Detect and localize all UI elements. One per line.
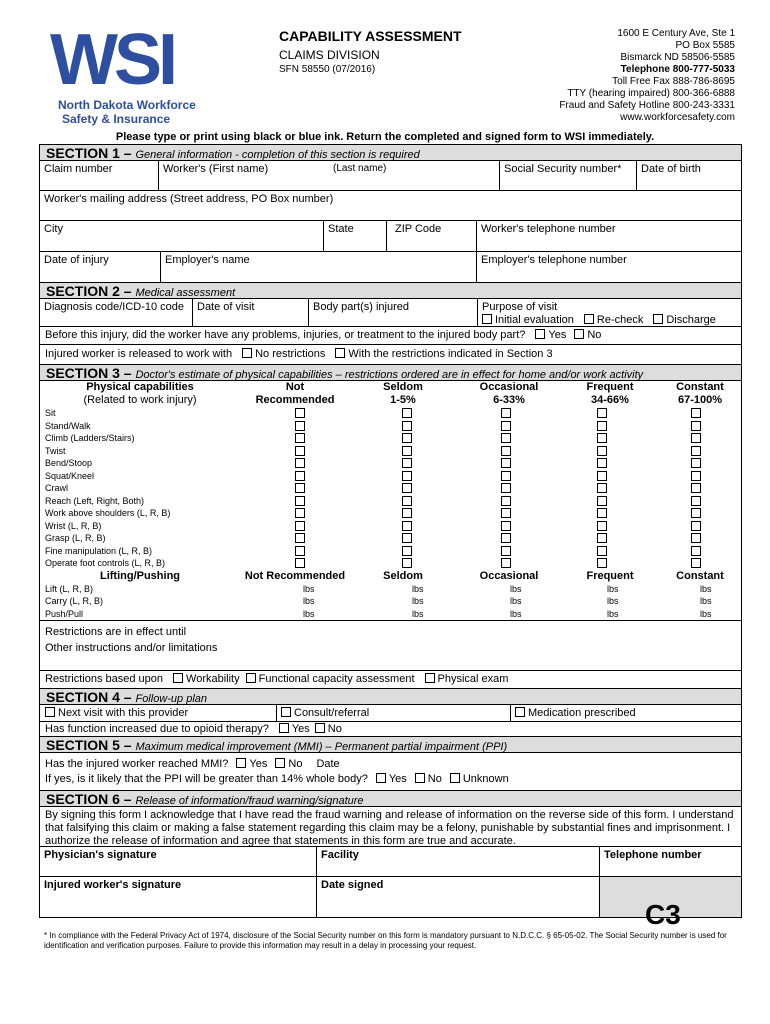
col-const xyxy=(658,381,742,407)
lbs-field[interactable]: lbs xyxy=(510,608,522,619)
label: Seldom xyxy=(383,381,423,393)
label: No xyxy=(327,723,342,735)
worker-phone-field[interactable] xyxy=(476,221,741,251)
lift-col-notrec: Not Recommended xyxy=(244,569,346,582)
label: Has the injured worker reached MMI? xyxy=(45,758,229,770)
capability-row xyxy=(40,407,741,420)
mmi-no-checkbox[interactable] xyxy=(275,758,285,768)
section-subtitle: Follow-up plan xyxy=(135,693,208,705)
label: Recommended xyxy=(255,394,335,406)
label: Physical exam xyxy=(437,673,509,685)
label: Workability xyxy=(186,673,240,685)
section4-header xyxy=(40,689,741,705)
lbs-field[interactable]: lbs xyxy=(700,596,712,606)
employer-phone-field[interactable] xyxy=(476,252,741,282)
form xyxy=(39,144,742,918)
lbs-field[interactable]: lbs xyxy=(607,583,619,594)
label: Telephone number xyxy=(604,849,702,861)
zip-field[interactable] xyxy=(386,221,476,251)
frequency-checkbox[interactable] xyxy=(295,471,305,481)
frequency-checkbox[interactable] xyxy=(691,546,701,556)
logo-sub1: North Dakota Workforce xyxy=(58,98,196,112)
lbs-field[interactable]: lbs xyxy=(303,596,315,606)
ssn-field[interactable] xyxy=(499,161,636,190)
label: Social Security number* xyxy=(504,163,622,175)
section3-header xyxy=(40,365,741,381)
activity-label: Wrist (L, R, B) xyxy=(45,520,102,531)
sig-row1 xyxy=(40,847,741,877)
frequency-checkbox[interactable] xyxy=(501,508,511,518)
label: Occasional xyxy=(479,381,539,393)
activity-label: Grasp (L, R, B) xyxy=(45,533,106,543)
label: Injured worker is released to work with xyxy=(45,348,233,360)
lift-col-head: Lifting/Pushing xyxy=(99,569,181,582)
frequency-checkbox[interactable] xyxy=(597,546,607,556)
frequency-checkbox[interactable] xyxy=(402,533,412,543)
lbs-field[interactable]: lbs xyxy=(510,583,522,594)
section1-header xyxy=(40,145,741,161)
label: (Related to work injury) xyxy=(83,394,197,406)
frequency-checkbox[interactable] xyxy=(402,496,412,506)
col-seldom xyxy=(350,381,456,407)
lbs-field[interactable]: lbs xyxy=(412,596,424,606)
label: Next visit with this provider xyxy=(58,707,189,719)
label: Constant xyxy=(676,381,724,393)
form-title-block xyxy=(279,28,462,75)
lift-col-seldom: Seldom xyxy=(383,569,423,582)
lbs-field[interactable]: lbs xyxy=(412,608,424,619)
frequency-checkbox[interactable] xyxy=(501,458,511,468)
wsi-logo xyxy=(50,20,196,126)
capability-row xyxy=(40,532,741,545)
ppi-yes-checkbox[interactable] xyxy=(376,773,386,783)
frequency-checkbox[interactable] xyxy=(597,508,607,518)
form-code: C3 xyxy=(645,899,681,930)
label: State xyxy=(328,223,354,235)
capability-row xyxy=(40,420,741,433)
label: (Last name) xyxy=(333,163,387,174)
label: 1-5% xyxy=(390,394,416,406)
medication-checkbox[interactable] xyxy=(515,707,525,717)
label: Employer's name xyxy=(165,254,250,266)
frequency-checkbox[interactable] xyxy=(691,483,701,493)
section-title: SECTION 1 – xyxy=(46,145,136,161)
capability-row xyxy=(40,507,741,520)
capability-row xyxy=(40,557,741,570)
frequency-checkbox[interactable] xyxy=(691,521,701,531)
mailing-label xyxy=(40,191,741,220)
label: Physician's signature xyxy=(44,849,157,861)
col-phys xyxy=(40,381,240,407)
ppi-unknown-checkbox[interactable] xyxy=(450,773,460,783)
addr-line: www.workforcesafety.com xyxy=(620,112,735,123)
lift-col-freq: Frequent xyxy=(586,569,634,582)
frequency-checkbox[interactable] xyxy=(691,458,701,468)
address-block xyxy=(559,28,735,124)
label: Yes xyxy=(388,773,407,785)
lift-rows xyxy=(40,583,741,621)
section-title: SECTION 5 – xyxy=(46,737,136,753)
section6-header xyxy=(40,791,741,807)
label: Worker's telephone number xyxy=(481,223,616,235)
logo-text: WSI xyxy=(50,20,174,100)
lift-col-occ: Occasional xyxy=(479,569,539,582)
city-field[interactable] xyxy=(40,221,323,251)
discharge-checkbox[interactable] xyxy=(653,314,663,324)
label: Employer's telephone number xyxy=(481,254,627,266)
frequency-checkbox[interactable] xyxy=(295,421,305,431)
capability-row xyxy=(40,520,741,533)
claim-number-field[interactable] xyxy=(40,161,158,190)
label: 34-66% xyxy=(591,394,629,406)
initial-checkbox[interactable] xyxy=(482,314,492,324)
cap-rows xyxy=(40,407,741,570)
worker-signature-field[interactable] xyxy=(40,877,316,917)
other-instructions-field[interactable]: Other instructions and/or limitations xyxy=(45,642,218,654)
label: Injured worker's signature xyxy=(44,879,182,891)
workability-checkbox[interactable] xyxy=(173,673,183,683)
medication xyxy=(510,705,636,721)
label: 67-100% xyxy=(677,394,723,406)
section-subtitle: Doctor's estimate of physical capabilities – restrictions ordered are in effect for home and/or work activity xyxy=(135,369,644,381)
activity-label: Twist xyxy=(45,445,66,456)
lift-label: Carry (L, R, B) xyxy=(45,596,104,606)
date-signed-field[interactable] xyxy=(316,877,599,917)
section-subtitle: Medical assessment xyxy=(135,287,236,299)
label: Worker's (First name) xyxy=(163,163,269,175)
activity-label: Climb (Ladders/Stairs) xyxy=(45,433,135,443)
frequency-checkbox[interactable] xyxy=(501,496,511,506)
instructions: Please type or print using black or blue ink. Return the completed and signed form to WSI immediately. xyxy=(115,131,655,143)
followup-row xyxy=(40,705,741,737)
s1-row1 xyxy=(40,161,741,191)
label: Yes xyxy=(249,758,268,770)
mmi-row xyxy=(40,753,741,791)
frequency-checkbox[interactable] xyxy=(295,546,305,556)
frequency-checkbox[interactable] xyxy=(691,533,701,543)
label: If yes, is it likely that the PPI will be greater than 14% whole body? xyxy=(45,773,368,785)
release-text: By signing this form I acknowledge that I have read the fraud warning and release of information on the reverse side of this form. I understand that falsifying this claim or making a false statement regarding this claim may be a felony, punishable by substantial fines and imprisonment. I authorize the release of information and agree that statements in this form are true and accurate. xyxy=(40,807,741,847)
frequency-checkbox[interactable] xyxy=(597,408,607,418)
capability-row xyxy=(40,495,741,508)
frequency-checkbox[interactable] xyxy=(501,446,511,456)
recheck-checkbox[interactable] xyxy=(584,314,594,324)
frequency-checkbox[interactable] xyxy=(402,508,412,518)
label: Date of visit xyxy=(197,301,255,313)
frequency-checkbox[interactable] xyxy=(597,483,607,493)
activity-label: Reach (Left, Right, Both) xyxy=(45,495,145,506)
label: No xyxy=(288,758,303,770)
footnote: * In compliance with the Federal Privacy Act of 1974, disclosure of the Social Security number on this form is mandatory pursuant to N.D.C.C. § 65-05-02. The Social Security number is used for identification and verification purposes. Failure to provide this information may result in a delay in processing your request. xyxy=(44,931,727,950)
capability-row xyxy=(40,470,741,483)
label: Purpose of visit xyxy=(482,301,558,313)
next-visit xyxy=(45,707,188,719)
activity-label: Crawl xyxy=(45,483,69,493)
division: CLAIMS DIVISION xyxy=(279,48,380,62)
capability-row xyxy=(40,457,741,470)
mmi-date-field[interactable]: Date xyxy=(316,758,340,770)
lift-label: Lift (L, R, B) xyxy=(45,583,94,594)
prior-injury-row xyxy=(40,327,741,345)
lbs-field[interactable]: lbs xyxy=(303,583,315,594)
activity-label: Fine manipulation (L, R, B) xyxy=(45,545,153,556)
label: Medication prescribed xyxy=(528,707,636,719)
section-title: SECTION 2 – xyxy=(46,283,136,299)
diagnosis-field[interactable] xyxy=(40,299,192,326)
frequency-checkbox[interactable] xyxy=(501,471,511,481)
frequency-checkbox[interactable] xyxy=(691,508,701,518)
label: Unknown xyxy=(462,773,509,785)
dob-field[interactable] xyxy=(636,161,741,190)
section2-header xyxy=(40,283,741,299)
sig-row2 xyxy=(40,877,741,917)
state-field[interactable] xyxy=(323,221,386,251)
logo-sub2: Safety & Insurance xyxy=(62,112,171,126)
last-name-field[interactable] xyxy=(321,161,499,190)
lbs-field[interactable]: lbs xyxy=(607,608,619,619)
opioid-row xyxy=(40,721,741,735)
mailing-address-field[interactable] xyxy=(40,191,741,221)
opioid-yes-checkbox[interactable] xyxy=(279,723,289,733)
frequency-checkbox[interactable] xyxy=(295,433,305,443)
label: With the restrictions indicated in Section 3 xyxy=(348,348,553,360)
label: No xyxy=(427,773,442,785)
col-notrec xyxy=(240,381,350,407)
lbs-field[interactable]: lbs xyxy=(607,596,619,606)
prior-yes-checkbox[interactable] xyxy=(535,329,545,339)
frequency-checkbox[interactable] xyxy=(597,533,607,543)
frequency-checkbox[interactable] xyxy=(597,433,607,443)
frequency-checkbox[interactable] xyxy=(402,471,412,481)
label: Initial evaluation xyxy=(495,314,574,326)
frequency-checkbox[interactable] xyxy=(501,433,511,443)
label: Frequent xyxy=(586,381,634,393)
frequency-checkbox[interactable] xyxy=(597,496,607,506)
frequency-checkbox[interactable] xyxy=(501,521,511,531)
header xyxy=(0,0,770,130)
frequency-checkbox[interactable] xyxy=(295,558,305,568)
frequency-checkbox[interactable] xyxy=(295,483,305,493)
frequency-checkbox[interactable] xyxy=(691,433,701,443)
label: Before this injury, did the worker have any problems, injuries, or treatment to the injured body part? xyxy=(45,329,526,341)
lift-row xyxy=(40,608,741,621)
frequency-checkbox[interactable] xyxy=(501,546,511,556)
label: Date of birth xyxy=(641,163,701,175)
frequency-checkbox[interactable] xyxy=(597,558,607,568)
addr-line: 1600 E Century Ave, Ste 1 xyxy=(617,28,735,39)
addr-line: PO Box 5585 xyxy=(675,40,735,51)
consult xyxy=(276,705,369,721)
section-subtitle: Maximum medical improvement (MMI) – Permanent partial impairment (PPI) xyxy=(135,741,508,753)
doi-field[interactable] xyxy=(40,252,160,282)
lift-col-const: Constant xyxy=(676,569,724,582)
frequency-checkbox[interactable] xyxy=(597,421,607,431)
label: Consult/referral xyxy=(294,707,370,719)
label: Re-check xyxy=(596,314,644,326)
frequency-checkbox[interactable] xyxy=(691,408,701,418)
first-name-field[interactable] xyxy=(158,161,321,190)
frequency-checkbox[interactable] xyxy=(402,546,412,556)
lbs-field[interactable]: lbs xyxy=(510,596,522,606)
consult-checkbox[interactable] xyxy=(281,707,291,717)
label: Worker's mailing address (Street address, PO Box number) xyxy=(44,193,334,205)
lift-header xyxy=(40,570,741,583)
frequency-checkbox[interactable] xyxy=(295,496,305,506)
section-subtitle: General information - completion of this section is required xyxy=(135,149,420,161)
lift-row xyxy=(40,595,741,608)
frequency-checkbox[interactable] xyxy=(501,533,511,543)
physical-exam-checkbox[interactable] xyxy=(425,673,435,683)
label: Body part(s) injured xyxy=(313,301,409,313)
section-subtitle: Release of information/fraud warning/signature xyxy=(135,795,364,807)
s1-row3 xyxy=(40,221,741,252)
label: Date of injury xyxy=(44,254,109,266)
activity-label: Bend/Stoop xyxy=(45,458,93,468)
frequency-checkbox[interactable] xyxy=(501,483,511,493)
opioid-no-checkbox[interactable] xyxy=(315,723,325,733)
addr-line: Fraud and Safety Hotline 800-243-3331 xyxy=(559,100,735,111)
frequency-checkbox[interactable] xyxy=(402,421,412,431)
cap-header xyxy=(40,381,741,407)
frequency-checkbox[interactable] xyxy=(501,558,511,568)
label: No restrictions xyxy=(255,348,326,360)
section-title: SECTION 6 – xyxy=(46,791,136,807)
fca-checkbox[interactable] xyxy=(246,673,256,683)
activity-label: Operate foot controls (L, R, B) xyxy=(45,558,166,568)
label: Restrictions based upon xyxy=(45,673,164,685)
s1-row4 xyxy=(40,252,741,283)
label: City xyxy=(44,223,63,235)
frequency-checkbox[interactable] xyxy=(402,521,412,531)
form-number: SFN 58550 (07/2016) xyxy=(279,64,376,75)
label: Yes xyxy=(291,723,310,735)
frequency-checkbox[interactable] xyxy=(295,521,305,531)
frequency-checkbox[interactable] xyxy=(402,483,412,493)
addr-line: Bismarck ND 58506-5585 xyxy=(620,52,735,63)
released-row xyxy=(40,345,741,365)
section5-header xyxy=(40,737,741,753)
capability-row xyxy=(40,545,741,558)
frequency-checkbox[interactable] xyxy=(501,421,511,431)
mmi-yes-checkbox[interactable] xyxy=(236,758,246,768)
facility-field[interactable] xyxy=(316,847,599,876)
section-title: SECTION 3 – xyxy=(46,365,136,381)
date-visit-field[interactable] xyxy=(192,299,308,326)
capability-row xyxy=(40,482,741,495)
activity-label: Sit xyxy=(45,408,56,418)
label: ZIP Code xyxy=(395,223,442,235)
lbs-field[interactable]: lbs xyxy=(700,608,712,619)
s2-row1 xyxy=(40,299,741,327)
capabilities-table xyxy=(40,381,741,621)
frequency-checkbox[interactable] xyxy=(691,471,701,481)
frequency-checkbox[interactable] xyxy=(691,421,701,431)
purpose-field xyxy=(477,299,741,326)
addr-line: Toll Free Fax 888-786-8695 xyxy=(612,76,735,87)
activity-label: Work above shoulders (L, R, B) xyxy=(45,508,171,518)
lbs-field[interactable]: lbs xyxy=(412,583,424,594)
based-on-row xyxy=(40,671,741,689)
frequency-checkbox[interactable] xyxy=(295,508,305,518)
label: Date signed xyxy=(321,879,384,891)
with-restrictions-checkbox[interactable] xyxy=(335,348,345,358)
label: No xyxy=(587,329,602,341)
lbs-field[interactable]: lbs xyxy=(700,583,712,594)
label: 6-33% xyxy=(493,394,525,406)
label: Functional capacity assessment xyxy=(258,673,415,685)
label: Not xyxy=(285,381,305,393)
prior-no-checkbox[interactable] xyxy=(574,329,584,339)
label: Facility xyxy=(321,849,359,861)
form-title: CAPABILITY ASSESSMENT xyxy=(279,28,462,44)
frequency-checkbox[interactable] xyxy=(501,408,511,418)
frequency-checkbox[interactable] xyxy=(597,471,607,481)
physician-signature-field[interactable] xyxy=(40,847,316,876)
frequency-checkbox[interactable] xyxy=(691,496,701,506)
lift-label: Push/Pull xyxy=(45,608,84,619)
frequency-checkbox[interactable] xyxy=(402,446,412,456)
restrictions-until-row xyxy=(40,621,741,671)
until-field[interactable]: Restrictions are in effect until xyxy=(45,626,187,638)
label: Physical capabilities xyxy=(86,381,194,393)
label: Discharge xyxy=(666,314,716,326)
telephone-field[interactable] xyxy=(599,847,741,876)
addr-line: TTY (hearing impaired) 800-366-6888 xyxy=(567,88,735,99)
frequency-checkbox[interactable] xyxy=(295,408,305,418)
no-restrictions-checkbox[interactable] xyxy=(242,348,252,358)
activity-label: Squat/Kneel xyxy=(45,470,95,481)
capability-row xyxy=(40,445,741,458)
frequency-checkbox[interactable] xyxy=(402,558,412,568)
frequency-checkbox[interactable] xyxy=(597,458,607,468)
frequency-checkbox[interactable] xyxy=(597,446,607,456)
frequency-checkbox[interactable] xyxy=(402,408,412,418)
capability-row xyxy=(40,432,741,445)
frequency-checkbox[interactable] xyxy=(295,446,305,456)
col-occ xyxy=(456,381,562,407)
addr-phone: Telephone 800-777-5033 xyxy=(620,64,735,75)
label: Claim number xyxy=(44,163,113,175)
label: Yes xyxy=(548,329,567,341)
frequency-checkbox[interactable] xyxy=(597,521,607,531)
col-freq xyxy=(562,381,658,407)
frequency-checkbox[interactable] xyxy=(691,558,701,568)
frequency-checkbox[interactable] xyxy=(295,458,305,468)
employer-field[interactable] xyxy=(160,252,476,282)
lbs-field[interactable]: lbs xyxy=(303,608,315,619)
label: Has function increased due to opioid therapy? xyxy=(45,723,269,735)
ppi-no-checkbox[interactable] xyxy=(415,773,425,783)
label: Diagnosis code/ICD-10 code xyxy=(44,301,185,313)
frequency-checkbox[interactable] xyxy=(691,446,701,456)
frequency-checkbox[interactable] xyxy=(402,458,412,468)
frequency-checkbox[interactable] xyxy=(402,433,412,443)
section-title: SECTION 4 – xyxy=(46,689,136,705)
frequency-checkbox[interactable] xyxy=(295,533,305,543)
lift-row xyxy=(40,583,741,596)
next-visit-checkbox[interactable] xyxy=(45,707,55,717)
body-parts-field[interactable] xyxy=(308,299,477,326)
activity-label: Stand/Walk xyxy=(45,420,91,431)
